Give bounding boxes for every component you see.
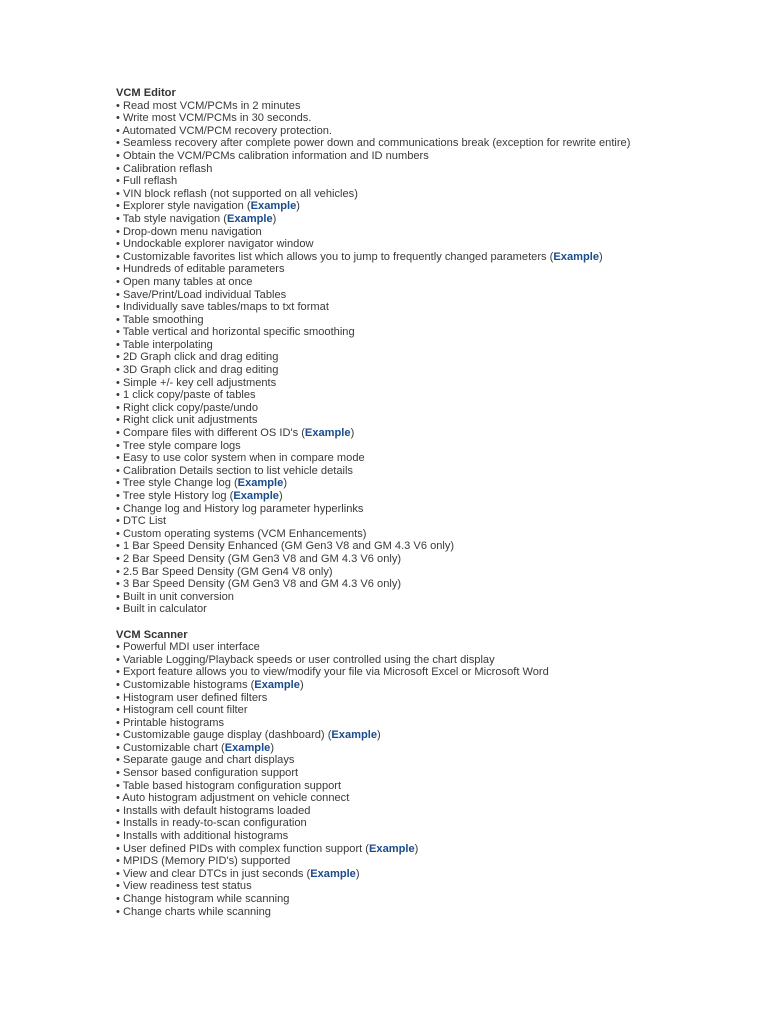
bullet-icon: • xyxy=(116,817,123,830)
bullet-icon: • xyxy=(116,137,123,150)
example-link[interactable]: Example xyxy=(553,250,600,263)
bullet-icon: • xyxy=(116,893,123,905)
feature-text: Sensor based configuration support xyxy=(122,767,299,780)
feature-section xyxy=(116,629,636,919)
bullet-icon: • xyxy=(116,389,123,402)
feature-text: User defined PIDs with complex function support xyxy=(122,842,363,855)
bullet-icon: • xyxy=(116,326,123,339)
feature-item xyxy=(116,226,636,239)
feature-text: VIN block reflash (not supported on all vehicles) xyxy=(122,187,358,200)
feature-text: 2 Bar Speed Density (GM Gen3 V8 and GM 4.3 V6 only) xyxy=(122,552,402,565)
feature-text: Individually save tables/maps to txt format xyxy=(122,301,329,314)
feature-text: Write most VCM/PCMs in 30 seconds. xyxy=(122,112,312,125)
feature-text: Open many tables at once xyxy=(122,275,253,288)
bullet-icon: • xyxy=(116,477,123,490)
feature-item xyxy=(116,452,636,465)
bullet-icon: • xyxy=(116,552,123,565)
feature-text: 3 Bar Speed Density (GM Gen3 V8 and GM 4.3 V6 only) xyxy=(122,578,402,591)
feature-document xyxy=(116,87,636,918)
feature-item xyxy=(116,880,636,893)
feature-item xyxy=(116,100,636,113)
feature-item: • View and clear DTCs in just seconds (Example) xyxy=(116,867,360,880)
feature-item xyxy=(116,188,636,201)
feature-item xyxy=(116,906,636,919)
bullet-icon: • xyxy=(116,250,123,263)
feature-item xyxy=(116,150,636,163)
feature-item xyxy=(116,704,636,717)
feature-item xyxy=(116,364,636,377)
feature-item xyxy=(116,553,636,566)
feature-text: Table interpolating xyxy=(122,338,213,351)
feature-text: Table vertical and horizontal specific smoothing xyxy=(122,326,355,339)
feature-text: Right click unit adjustments xyxy=(122,414,258,427)
feature-item: • User defined PIDs with complex function support (Example) xyxy=(116,842,419,855)
bullet-icon: • xyxy=(116,578,123,591)
bullet-icon: • xyxy=(116,200,123,213)
bullet-icon: • xyxy=(116,263,123,276)
feature-text: Customizable histograms xyxy=(122,678,248,691)
section-title: VCM Scanner xyxy=(116,628,188,641)
bullet-icon: • xyxy=(116,804,123,817)
feature-text: Easy to use color system when in compare mode xyxy=(122,452,365,465)
feature-item xyxy=(116,817,636,830)
bullet-icon: • xyxy=(116,162,123,175)
feature-text: Variable Logging/Playback speeds or user controlled using the chart display xyxy=(122,653,495,666)
feature-text: Installs in ready-to-scan configuration xyxy=(122,817,307,830)
feature-text: View and clear DTCs in just seconds xyxy=(122,867,304,880)
bullet-icon: • xyxy=(116,275,123,288)
bullet-icon: • xyxy=(116,464,123,477)
bullet-icon: • xyxy=(116,767,123,780)
feature-text: Change charts while scanning xyxy=(122,905,271,918)
feature-text: Customizable chart xyxy=(122,741,218,754)
feature-text: Installs with default histograms loaded xyxy=(122,804,311,817)
feature-text: Tree style History log xyxy=(122,490,227,502)
feature-text: MPIDS (Memory PID's) supported xyxy=(122,855,291,868)
bullet-icon: • xyxy=(116,212,123,225)
feature-item: • Customizable gauge display (dashboard) (Example) xyxy=(116,729,381,742)
feature-text: Simple +/- key cell adjustments xyxy=(122,376,277,389)
feature-item xyxy=(116,314,636,327)
feature-item xyxy=(116,717,636,730)
feature-text: Tree style compare logs xyxy=(122,439,241,452)
feature-text: Custom operating systems (VCM Enhancements) xyxy=(122,527,367,540)
feature-item xyxy=(116,289,636,302)
feature-item xyxy=(116,692,636,705)
example-link[interactable]: Example xyxy=(331,729,378,742)
feature-text: Right click copy/paste/undo xyxy=(122,401,259,414)
bullet-icon: • xyxy=(116,641,123,654)
feature-text: Table smoothing xyxy=(122,313,204,326)
example-link[interactable]: Example xyxy=(227,212,273,225)
example-link[interactable]: Example xyxy=(304,427,351,440)
bullet-icon: • xyxy=(116,288,123,301)
feature-text: Tab style navigation xyxy=(122,212,221,225)
feature-item xyxy=(116,125,636,138)
bullet-icon: • xyxy=(116,540,123,553)
feature-text: 3D Graph click and drag editing xyxy=(122,364,279,377)
feature-item xyxy=(116,503,636,516)
feature-text: Tree style Change log xyxy=(122,477,231,490)
bullet-icon: • xyxy=(116,691,123,704)
bullet-icon: • xyxy=(116,905,123,918)
example-link[interactable]: Example xyxy=(369,842,415,855)
feature-item: • Tab style navigation (Example) xyxy=(116,212,277,225)
bullet-icon: • xyxy=(116,830,123,843)
feature-text: Powerful MDI user interface xyxy=(122,641,260,654)
feature-item xyxy=(116,754,636,767)
feature-item xyxy=(116,641,636,654)
feature-text: Calibration Details section to list vehicle details xyxy=(122,464,353,477)
feature-item xyxy=(116,855,636,868)
feature-text: 2.5 Bar Speed Density (GM Gen4 V8 only) xyxy=(122,565,333,578)
bullet-icon: • xyxy=(116,653,123,666)
feature-text: Seamless recovery after complete power down and communications break (exception for rewrite entire) xyxy=(122,137,631,150)
feature-text: Drop-down menu navigation xyxy=(122,225,262,238)
bullet-icon: • xyxy=(116,238,123,251)
bullet-icon: • xyxy=(116,741,123,754)
feature-item xyxy=(116,175,636,188)
feature-item xyxy=(116,830,636,843)
bullet-icon: • xyxy=(116,729,123,742)
feature-item xyxy=(116,792,636,805)
feature-text: View readiness test status xyxy=(122,880,252,893)
example-link[interactable]: Example xyxy=(224,741,271,754)
bullet-icon: • xyxy=(116,112,123,125)
feature-item: • Explorer style navigation (Example) xyxy=(116,200,300,213)
feature-text: Automated VCM/PCM recovery protection. xyxy=(122,124,332,137)
feature-text: Auto histogram adjustment on vehicle connect xyxy=(122,792,350,805)
example-link[interactable]: Example xyxy=(254,678,300,691)
feature-item xyxy=(116,112,636,125)
feature-text: Separate gauge and chart displays xyxy=(122,754,295,767)
feature-text: Built in unit conversion xyxy=(122,590,234,603)
feature-text: Change log and History log parameter hyperlinks xyxy=(122,502,364,515)
feature-text: Installs with additional histograms xyxy=(122,830,289,843)
bullet-icon: • xyxy=(116,187,123,200)
feature-text: Obtain the VCM/PCMs calibration information and ID numbers xyxy=(122,149,429,162)
bullet-icon: • xyxy=(116,754,123,767)
feature-item xyxy=(116,326,636,339)
bullet-icon: • xyxy=(116,301,123,314)
bullet-icon: • xyxy=(116,124,123,137)
bullet-icon: • xyxy=(116,225,123,238)
feature-text: Full reflash xyxy=(122,175,178,188)
feature-text: Undockable explorer navigator window xyxy=(122,238,314,251)
bullet-icon: • xyxy=(116,716,123,729)
bullet-icon: • xyxy=(116,842,123,855)
feature-text: Calibration reflash xyxy=(122,162,213,175)
bullet-icon: • xyxy=(116,880,123,893)
bullet-icon: • xyxy=(116,502,123,515)
feature-text: Explorer style navigation xyxy=(122,200,244,213)
bullet-icon: • xyxy=(116,313,123,326)
feature-item: • Tree style History log (Example) xyxy=(116,490,283,502)
feature-item xyxy=(116,377,636,390)
feature-text: Customizable favorites list which allows you to jump to frequently changed parameters xyxy=(122,250,547,263)
feature-list xyxy=(116,641,636,918)
example-link[interactable]: Example xyxy=(250,200,297,213)
feature-item xyxy=(116,515,636,528)
feature-text: Built in calculator xyxy=(122,603,207,616)
bullet-icon: • xyxy=(116,779,123,792)
feature-item xyxy=(116,276,636,289)
feature-item xyxy=(116,263,636,276)
feature-item xyxy=(116,163,636,176)
feature-text: Customizable gauge display (dashboard) xyxy=(122,729,325,742)
feature-text: Histogram user defined filters xyxy=(122,691,268,704)
feature-item: • Tree style Change log (Example) xyxy=(116,477,288,490)
feature-text: Change histogram while scanning xyxy=(122,893,290,905)
bullet-icon: • xyxy=(116,175,123,188)
feature-item xyxy=(116,540,636,553)
feature-item xyxy=(116,654,636,667)
bullet-icon: • xyxy=(116,590,123,603)
example-link[interactable]: Example xyxy=(310,867,356,880)
feature-text: 1 Bar Speed Density Enhanced (GM Gen3 V8 and GM 4.3 V6 only) xyxy=(122,540,455,553)
feature-item xyxy=(116,414,636,427)
feature-text: Table based histogram configuration support xyxy=(122,779,342,792)
bullet-icon: • xyxy=(116,704,123,717)
bullet-icon: • xyxy=(116,515,123,528)
bullet-icon: • xyxy=(116,351,123,364)
feature-item: • Customizable histograms (Example) xyxy=(116,678,304,691)
section-title: VCM Editor xyxy=(116,87,176,99)
bullet-icon: • xyxy=(116,855,123,868)
feature-item xyxy=(116,339,636,352)
bullet-icon: • xyxy=(116,678,123,691)
feature-text: Printable histograms xyxy=(122,716,225,729)
bullet-icon: • xyxy=(116,452,123,465)
feature-text: Save/Print/Load individual Tables xyxy=(122,288,287,301)
bullet-icon: • xyxy=(116,490,123,502)
bullet-icon: • xyxy=(116,439,123,452)
bullet-icon: • xyxy=(116,364,123,377)
bullet-icon: • xyxy=(116,99,123,112)
feature-item xyxy=(116,805,636,818)
feature-item xyxy=(116,666,636,679)
bullet-icon: • xyxy=(116,338,123,351)
feature-item xyxy=(116,893,636,906)
feature-item xyxy=(116,402,636,415)
example-link[interactable]: Example xyxy=(237,477,284,490)
feature-item xyxy=(116,301,636,314)
feature-item xyxy=(116,238,636,251)
feature-text: Compare files with different OS ID's xyxy=(122,427,299,440)
bullet-icon: • xyxy=(116,427,123,440)
feature-text: 1 click copy/paste of tables xyxy=(122,389,256,402)
feature-item xyxy=(116,351,636,364)
section-gap xyxy=(116,616,636,629)
feature-item xyxy=(116,137,636,150)
feature-text: Read most VCM/PCMs in 2 minutes xyxy=(122,99,301,112)
feature-list xyxy=(116,100,636,616)
bullet-icon: • xyxy=(116,565,123,578)
feature-text: Hundreds of editable parameters xyxy=(122,263,285,276)
feature-item xyxy=(116,591,636,604)
feature-item xyxy=(116,603,636,616)
feature-item xyxy=(116,528,636,541)
feature-item: • Customizable favorites list which allows you to jump to frequently changed parameters (Example) xyxy=(116,250,603,263)
bullet-icon: • xyxy=(116,414,123,427)
feature-item: • Compare files with different OS ID's (Example) xyxy=(116,427,355,440)
example-link[interactable]: Example xyxy=(233,490,279,502)
feature-item xyxy=(116,389,636,402)
feature-item xyxy=(116,780,636,793)
bullet-icon: • xyxy=(116,792,123,805)
bullet-icon: • xyxy=(116,666,123,679)
feature-section xyxy=(116,87,636,616)
feature-item xyxy=(116,465,636,478)
feature-text: Histogram cell count filter xyxy=(122,704,248,717)
bullet-icon: • xyxy=(116,149,123,162)
feature-text: 2D Graph click and drag editing xyxy=(122,351,279,364)
bullet-icon: • xyxy=(116,401,123,414)
feature-item xyxy=(116,767,636,780)
bullet-icon: • xyxy=(116,527,123,540)
bullet-icon: • xyxy=(116,603,123,616)
feature-item xyxy=(116,440,636,453)
feature-item: • Customizable chart (Example) xyxy=(116,741,275,754)
bullet-icon: • xyxy=(116,376,123,389)
bullet-icon: • xyxy=(116,867,123,880)
feature-text: Export feature allows you to view/modify your file via Microsoft Excel or Microsoft Word xyxy=(122,666,549,679)
feature-text: DTC List xyxy=(122,515,167,528)
feature-item xyxy=(116,566,636,579)
feature-item xyxy=(116,578,636,591)
